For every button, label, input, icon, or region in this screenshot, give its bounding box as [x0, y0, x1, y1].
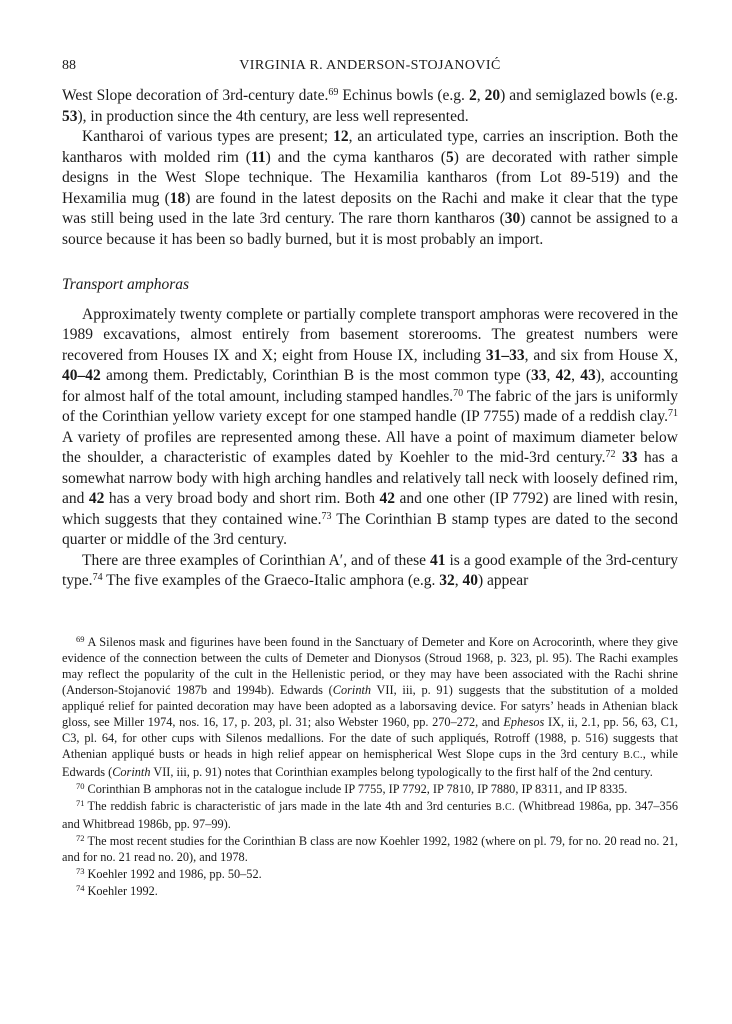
footnote-ref-72[interactable]: 72 [605, 449, 616, 460]
footnote-ref-74[interactable]: 74 [92, 572, 103, 583]
paragraph-west-slope: West Slope decoration of 3rd-century date.$^{69}$ Echinus bowls (e.g. 2, 20) and semiglazed bowls (e.g. 53), in production since the 4th century, are less well represented. [62, 87, 679, 125]
footnote-ref-73[interactable]: 73 [321, 510, 332, 522]
footnote-72: $^{72}$ The most recent studies for the Corinthian B class are now Koehler 1992, 1982 (where on pl. 79, for no. 20 read no. 21, and for no. 21 read no. 20), and 1978. [62, 833, 678, 864]
catalogue-ref: 42 [379, 490, 396, 507]
catalogue-ref: 11 [250, 148, 266, 166]
footnote-73: $^{73}$ Koehler 1992 and 1986, pp. 50–52. [76, 866, 262, 881]
catalogue-ref: 43 [580, 367, 596, 384]
page-header [62, 58, 678, 78]
catalogue-ref: 40–42 [62, 367, 101, 384]
catalogue-ref: 30 [504, 210, 521, 227]
footnote-74: $^{74}$ Koehler 1992. [76, 883, 158, 898]
paragraph-corinthian-a: There are three examples of Corinthian A′, and of these 41 is a good example of the 3rd-century type.$^{74}$ The five examples of the Graeco-Italic amphora (e.g. 32, 40) appear [62, 551, 678, 589]
paragraph-kantharoi: Kantharoi of various types are present; 12, an articulated type, carries an inscription. Both the kantharos with molded rim (11) and the cyma kantharos (5) are decorated with rather simple designs in the West Slope technique. The Hexamilia kantharos (from Lot 89-519) and the Hexamilia mug (18) are found in the latest deposits on the Rachi and make it clear that the type was still being used in the late 3rd century. The rare thorn kantharos (30) cannot be assigned to a source because it has been so badly burned, but it is most probably an import. [62, 128, 678, 248]
page-number: 88 [62, 58, 76, 73]
catalogue-ref: 2 [468, 87, 477, 104]
catalogue-ref: 18 [169, 189, 186, 207]
footnote-ref-69[interactable]: 69 [328, 87, 339, 98]
catalogue-ref: 33 [622, 449, 638, 466]
catalogue-ref: 42 [555, 367, 572, 384]
catalogue-ref: 42 [88, 490, 105, 507]
footnote-71: $^{71}$ The reddish fabric is characteristic of jars made in the late 4th and 3rd centuries B.C. (Whitbread 1986a, pp. 347–356 and Whitbread 1986b, pp. 97–99). [62, 798, 678, 831]
catalogue-ref: 20 [484, 87, 501, 104]
running-head: VIRGINIA R. ANDERSON-STOJANOVIĆ [239, 58, 501, 73]
footnote-ref-70[interactable]: 70 [453, 387, 464, 399]
footnote-ref-71[interactable]: 71 [668, 408, 678, 419]
catalogue-ref: 31–33 [485, 346, 525, 364]
main-text [62, 86, 678, 592]
catalogue-ref: 41 [430, 551, 446, 569]
catalogue-ref: 32 [439, 572, 455, 589]
catalogue-ref: 33 [531, 367, 547, 384]
catalogue-ref: 12 [333, 128, 349, 145]
footnotes [62, 634, 678, 900]
paragraph-transport-amphoras: Approximately twenty complete or partially complete transport amphoras were recovered in the 1989 excavations, almost entirely from basement storerooms. The greatest numbers were recovered from Houses IX and X; eight from House IX, including 31–33, and six from House X, 40–42 among them. Predictably, Corinthian B is the most common type (33, 42, 43), accounting for almost half of the total amount, including stamped handles.$^{70}$ The fabric of the jars is uniformly of the Corinthian yellow variety except for one stamped handle (IP 7755) made of a reddish clay.$^{71}$ A variety of profiles are represented among these. All have a point of maximum diameter below the shoulder, a characteristic of examples dated by Koehler to the mid-3rd century.$^{72}$ 33 has a somewhat narrow body with high arching handles and relatively tall neck with loosely defined rim, and 42 has a very broad body and short rim. Both 42 and one other (IP 7792) are lined with resin, which suggests that they contained wine.$^{73}$ The Corinthian B stamp types are dated to the second quarter or middle of the 3rd century. [62, 305, 678, 548]
footnote-70: $^{70}$ Corinthian B amphoras not in the catalogue include IP 7755, IP 7792, IP 7810, IP 7880, IP 8311, and IP 8335. [76, 781, 628, 796]
footnote-69: $^{69}$ A Silenos mask and figurines have been found in the Sanctuary of Demeter and Kore on Acrocorinth, where they give evidence of the connection between the cults of Demeter and Dionysos (Stroud 1968, p. 323, pl. 95). The Rachi examples may reflect the popularity of the cult in the Hellenistic period, or they may have been associated with the Rachi shrine (Anderson-Stojanović 1987b and 1994b). Edwards (Corinth VII, iii, p. 91) suggests that the substitution of a molded appliqué relief for painted decoration may have been adopted as a laborsaving device. For satyrs’ heads in Athenian black gloss, see Miller 1974, nos. 16, 17, p. 203, pl. 31; also Webster 1960, pp. 270–272, and Ephesos IX, ii, 2.1, pp. 56, 63, C1, C3, pl. 64, for other cups with Silenos medallions. For the date of such appliqués, Rotroff (1988, p. 516) suggests that Athenian appliqué busts or heads in high relief appear on hemispherical West Slope cups in the 3rd century B.C., while Edwards (Corinth VII, iii, p. 91) notes that Corinthian examples belong typologically to the first half of the 2nd century. [62, 634, 678, 779]
catalogue-ref: 40 [462, 572, 478, 589]
catalogue-ref: 5 [445, 148, 454, 166]
catalogue-ref: 53 [62, 107, 78, 125]
section-heading: Transport amphoras [62, 276, 190, 293]
